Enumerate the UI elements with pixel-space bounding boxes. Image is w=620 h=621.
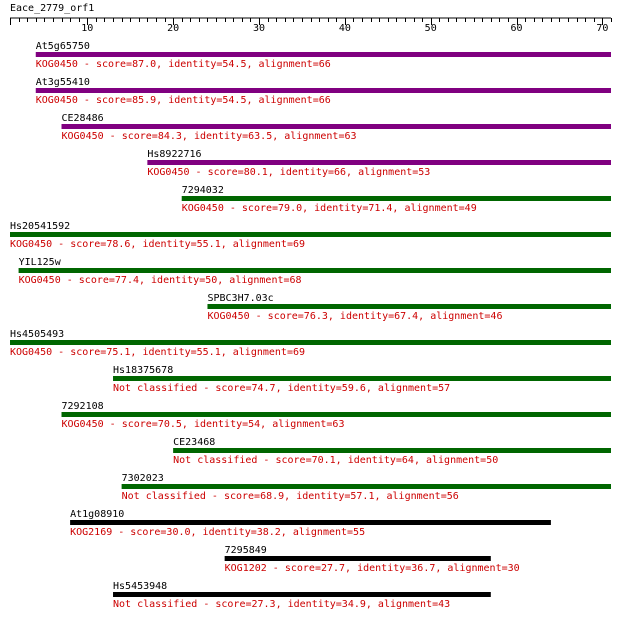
hit-name: Hs5453948 — [113, 581, 168, 592]
hit-name: At1g08910 — [70, 509, 125, 520]
axis-tick-label: 20 — [167, 23, 180, 34]
hit-bar[interactable] — [10, 232, 611, 237]
hit-bar[interactable] — [122, 484, 611, 489]
axis-tick-label: 70 — [596, 23, 609, 34]
axis-tick-label: 40 — [338, 23, 351, 34]
hit-description[interactable]: KOG0450 - score=87.0, identity=54.5, alignment=66 — [35, 59, 331, 70]
hit-name: 7295849 — [224, 545, 267, 556]
hit-name: Hs18375678 — [113, 365, 174, 376]
hit-bar[interactable] — [147, 160, 611, 165]
hit-description[interactable]: KOG0450 - score=70.5, identity=54, alignment=63 — [61, 419, 345, 430]
hit-bar[interactable] — [10, 340, 611, 345]
hit-name: CE28486 — [61, 113, 104, 124]
hit-description[interactable]: Not classified - score=70.1, identity=64, alignment=50 — [173, 455, 499, 466]
hit-name: 7294032 — [181, 185, 224, 196]
hit-bar[interactable] — [225, 556, 491, 561]
hits-group — [10, 41, 611, 610]
hit-description[interactable]: KOG1202 - score=27.7, identity=36.7, alignment=30 — [224, 563, 520, 574]
axis-ticks — [11, 18, 612, 34]
hit-name: 7302023 — [121, 473, 164, 484]
hit-name: CE23468 — [173, 437, 216, 448]
hit-description[interactable]: KOG0450 - score=77.4, identity=50, alignment=68 — [18, 275, 302, 286]
hit-description[interactable]: KOG0450 - score=85.9, identity=54.5, alignment=66 — [35, 95, 331, 106]
hit-description[interactable]: Not classified - score=68.9, identity=57.1, alignment=56 — [121, 491, 459, 502]
hit-name: SPBC3H7.03c — [207, 293, 274, 304]
hit-name: 7292108 — [61, 401, 104, 412]
hit-bar[interactable] — [182, 196, 611, 201]
hit-bar[interactable] — [36, 88, 611, 93]
hit-description[interactable]: KOG0450 - score=76.3, identity=67.4, alignment=46 — [207, 311, 503, 322]
hit-name: At5g65750 — [35, 41, 90, 52]
hit-name: Hs8922716 — [147, 149, 202, 160]
hit-description[interactable]: Not classified - score=27.3, identity=34.9, alignment=43 — [113, 599, 451, 610]
axis-tick-label: 30 — [252, 23, 266, 34]
hit-name: YIL125w — [18, 257, 61, 268]
query-title: Eace_2779_orf1 — [10, 3, 95, 14]
hit-description[interactable]: Not classified - score=74.7, identity=59.6, alignment=57 — [113, 383, 451, 394]
hit-description[interactable]: KOG2169 - score=30.0, identity=38.2, alignment=55 — [70, 527, 366, 538]
hit-description[interactable]: KOG0450 - score=79.0, identity=71.4, alignment=49 — [181, 203, 477, 214]
hit-name: Hs20541592 — [10, 221, 71, 232]
hit-bar[interactable] — [19, 268, 611, 273]
hit-bar[interactable] — [70, 520, 551, 525]
hit-description[interactable]: KOG0450 - score=75.1, identity=55.1, alignment=69 — [10, 347, 306, 358]
hit-description[interactable]: KOG0450 - score=80.1, identity=66, alignment=53 — [147, 167, 431, 178]
hit-description[interactable]: KOG0450 - score=78.6, identity=55.1, alignment=69 — [10, 239, 306, 250]
hit-name: Hs4505493 — [10, 329, 65, 340]
hit-name: At3g55410 — [35, 77, 90, 88]
axis-tick-label: 50 — [424, 23, 437, 34]
axis-tick-label: 10 — [81, 23, 94, 34]
hit-bar[interactable] — [113, 376, 611, 381]
hit-bar[interactable] — [36, 52, 611, 57]
hit-description[interactable]: KOG0450 - score=84.3, identity=63.5, alignment=63 — [61, 131, 357, 142]
hit-bar[interactable] — [62, 124, 611, 129]
hit-bar[interactable] — [173, 448, 611, 453]
hit-bar[interactable] — [207, 304, 611, 309]
axis-tick-label: 60 — [510, 23, 523, 34]
hit-bar[interactable] — [62, 412, 611, 417]
hit-bar[interactable] — [113, 592, 491, 597]
